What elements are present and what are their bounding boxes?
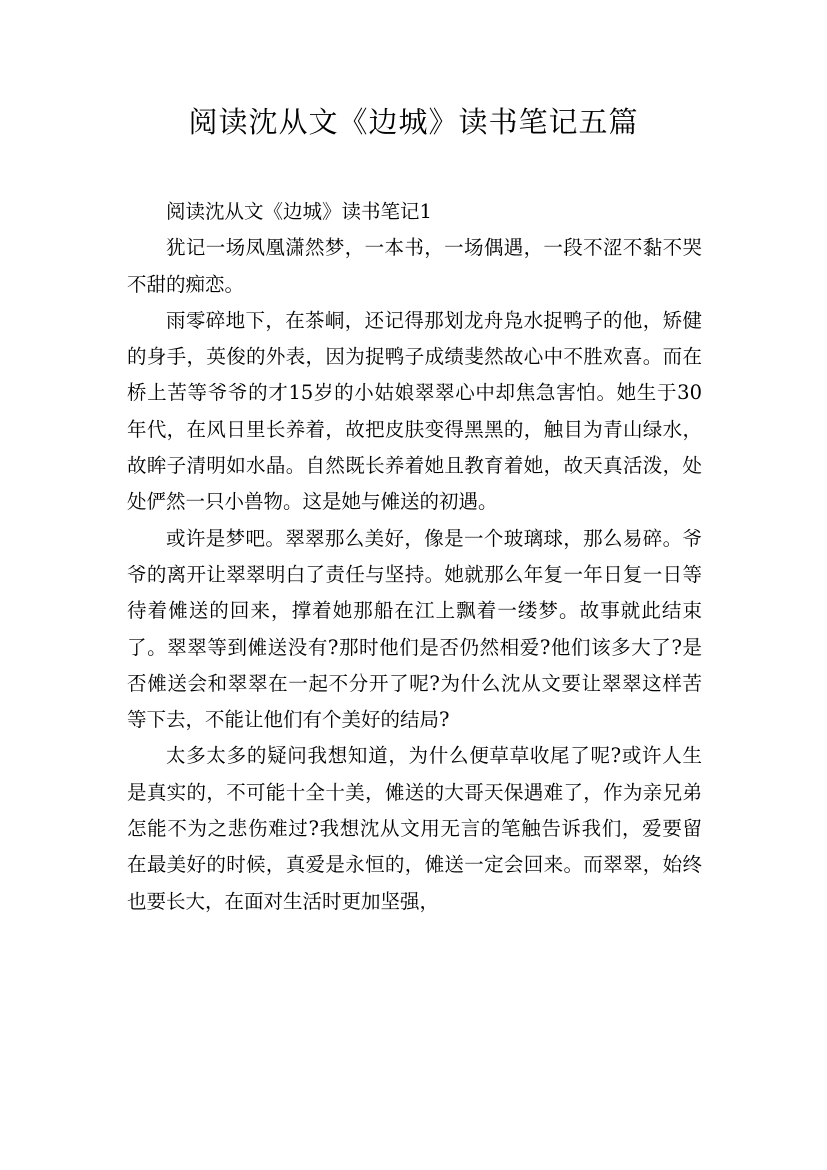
paragraph: 犹记一场凤凰潇然梦，一本书，一场偶遇，一段不涩不黏不哭不甜的痴恋。 (127, 236, 702, 296)
paragraph: 雨零碎地下，在茶峒，还记得那划龙舟凫水捉鸭子的他，矫健的身手，英俊的外表，因为捉鸭子成绩斐然故心中不胜欢喜。而在桥上苦等爷爷的才15岁的小姑娘翠翠心中却焦急害怕。她生于30年代，在风日里长养着，故把皮肤变得黑黑的，触目为青山绿水，故眸子清明如水晶。自然既长养着她且教育着她，故天真活泼，处处俨然一只小兽物。这是她与傩送的初遇。 (127, 308, 702, 514)
section-heading: 阅读沈从文《边城》读书笔记1 (166, 200, 432, 223)
paragraph: 或许是梦吧。翠翠那么美好，像是一个玻璃球，那么易碎。爷爷的离开让翠翠明白了责任与坚持。她就那么年复一年日复一日等待着傩送的回来，撑着她那船在江上飘着一缕梦。故事就此结束了。翠翠等到傩送没有?那时他们是否仍然相爱?他们该多大了?是否傩送会和翠翠在一起不分开了呢?为什么沈从文要让翠翠这样苦等下去，不能让他们有个美好的结局? (127, 526, 702, 732)
document-title: 阅读沈从文《边城》读书笔记五篇 (188, 105, 639, 139)
paragraph: 太多太多的疑问我想知道，为什么便草草收尾了呢?或许人生是真实的，不可能十全十美，傩送的大哥天保遇难了，作为亲兄弟怎能不为之悲伤难过?我想沈从文用无言的笔触告诉我们，爱要留在最美好的时候，真爱是永恒的，傩送一定会回来。而翠翠，始终也要长大，在面对生活时更加坚强， (127, 744, 702, 913)
document-body (127, 194, 702, 920)
